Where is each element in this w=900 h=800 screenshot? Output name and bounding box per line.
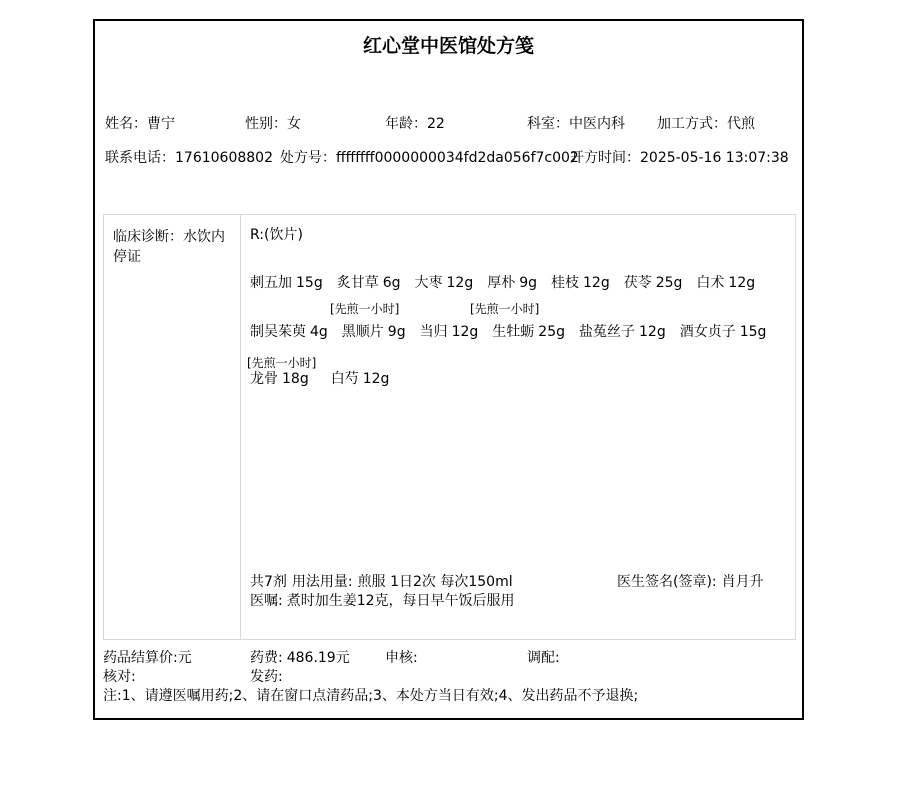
fee-value: 486.19元: [286, 650, 350, 666]
processing-label: 加工方式：: [657, 116, 727, 132]
fee-label: 药费:: [250, 650, 283, 666]
usage-note: 注:1、请遵医嘱用药;2、请在窗口点清药品;3、本处方当日有效;4、发出药品不予退换;: [103, 688, 639, 704]
settle-price-label: 药品结算价:: [103, 650, 178, 666]
doctor-signature-name: 肖月升: [721, 574, 764, 590]
patient-gender-field: [245, 116, 301, 133]
herb-item: 炙甘草 6g: [336, 275, 401, 291]
patient-name-value: 曹宁: [147, 116, 175, 132]
herb-item: 茯苓 25g: [623, 275, 683, 291]
herb-item: 白术 12g: [696, 275, 756, 291]
herb-item: 大枣 12g: [414, 275, 474, 291]
patient-gender-value: 女: [287, 116, 301, 132]
instruction-value: 煮时加生姜12克，每日早午饭后服用: [286, 593, 515, 609]
diagnosis-label: 临床诊断：: [113, 229, 183, 245]
herb-item: 盐菟丝子 12g: [579, 324, 666, 340]
give-field: [250, 669, 287, 686]
pre-decoction-note: [先煎一小时]: [247, 356, 317, 370]
settle-price-value: 元: [177, 650, 192, 666]
herb-line-2: [250, 324, 766, 341]
herb-item: 刺五加 15g: [250, 275, 323, 291]
department-label: 科室：: [527, 116, 569, 132]
doctor-signature-label: 医生签名(签章):: [617, 574, 717, 590]
processing-value: 代煎: [727, 116, 755, 132]
phone-field: [105, 150, 273, 167]
patient-name-field: [105, 116, 175, 133]
diagnosis-value: 水饮内停证: [113, 229, 225, 265]
herb-item: 制吴茱萸 4g: [250, 324, 328, 340]
phone-label: 联系电话：: [105, 150, 175, 166]
herb-item: 厚朴 9g: [487, 275, 537, 291]
review-label: 申核:: [385, 650, 418, 666]
patient-age-field: [385, 116, 445, 133]
patient-gender-label: 性别：: [245, 116, 287, 132]
rx-number-value: ffffffff0000000034fd2da056f7c002: [336, 150, 579, 166]
settle-price-field: [103, 650, 192, 667]
patient-name-label: 姓名：: [105, 116, 147, 132]
instruction-label: 医嘱:: [250, 593, 283, 609]
herb-line-1: [250, 275, 755, 292]
give-label: 发药:: [250, 669, 283, 685]
usage-line: [250, 574, 513, 591]
dispense-label: 调配:: [527, 650, 560, 666]
phone-value: 17610608802: [175, 150, 273, 166]
dose-count: 共7剂: [250, 574, 287, 590]
doctor-signature-field: [617, 574, 764, 591]
instruction-line: [250, 593, 515, 610]
herb-item: 龙骨 18g: [250, 371, 309, 387]
herb-item: 生牡蛎 25g: [492, 324, 565, 340]
rx-number-field: [280, 150, 579, 167]
issue-time-label: 开方时间：: [570, 150, 640, 166]
rx-number-label: 处方号：: [280, 150, 336, 166]
fee-field: [250, 650, 350, 667]
processing-field: [657, 116, 755, 133]
check-field: [103, 669, 140, 686]
dispense-field: [527, 650, 564, 667]
pre-decoction-note: [先煎一小时]: [470, 302, 540, 316]
issue-time-field: [570, 150, 789, 167]
patient-age-label: 年龄：: [385, 116, 427, 132]
check-label: 核对:: [103, 669, 136, 685]
department-value: 中医内科: [569, 116, 625, 132]
rx-form-header: R:(饮片): [250, 227, 303, 243]
diagnosis-cell: [104, 215, 241, 639]
clinic-title: 红心堂中医馆处方笺: [362, 35, 534, 57]
patient-age-value: 22: [427, 116, 445, 132]
review-field: [385, 650, 422, 667]
usage-value: 煎服 1日2次 每次150ml: [357, 574, 513, 590]
herb-item: 黑顺片 9g: [341, 324, 406, 340]
pre-decoction-note: [先煎一小时]: [330, 302, 400, 316]
department-field: [527, 116, 625, 133]
herb-item: 当归 12g: [419, 324, 479, 340]
herb-line-3: [250, 371, 389, 388]
herb-item: 桂枝 12g: [551, 275, 610, 291]
herb-item: 白芍 12g: [330, 371, 390, 387]
issue-time-value: 2025-05-16 13:07:38: [640, 150, 789, 166]
herb-item: 酒女贞子 15g: [679, 324, 767, 340]
usage-label: 用法用量:: [291, 574, 353, 590]
